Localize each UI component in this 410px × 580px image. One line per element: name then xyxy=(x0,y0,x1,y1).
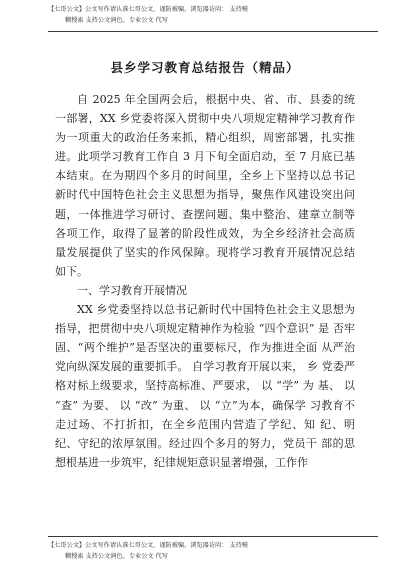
page-header xyxy=(48,4,378,26)
header-line-2: 糊搜索 支持公文润色、专业公文 代写 xyxy=(65,17,168,24)
page-footer xyxy=(48,540,378,562)
document-body xyxy=(55,90,355,472)
section-heading: 一、学习教育开展情况 xyxy=(77,283,187,297)
footer-line-1: 【七哥公文】公文写作请认准七哥公文，谨防被骗，浏览器访问： 支持模 xyxy=(48,542,248,549)
footer-divider xyxy=(48,536,378,537)
header-line-1: 【七哥公文】公文写作请认准七哥公文，谨防被骗，浏览器访问： 支持模 xyxy=(48,6,248,13)
paragraph-section-1: XX 乡党委坚持以总书记新时代中国特色社会主义思想为指导，把贯彻中央八项规定精神作为检验 “四个意识” 是 否牢固、“两个维护”是否坚决的重要标尺，作为推进全面 从严治党向纵深发展的重要抓手。 自学习教育开展以来， 乡 党委严格对标上级要求，坚持高标准、严要求， 以 “学” 为 基、 以 “查” 为要、 以 “改” 为重、 以 “立”为本，确保学 习教育不走过场、不打折扣，在全乡范围内营造了学纪、知 纪、明纪、守纪的浓厚氛围。经过四个多月的努力，党员干 部的思想根基进一步筑牢，纪律规矩意识显著增强，工作作 xyxy=(55,303,355,469)
header-divider xyxy=(48,31,378,32)
footer-line-2: 糊搜索 支持公文润色、专业公文 代写 xyxy=(65,553,168,560)
paragraph-intro: 自 2025 年全国两会后，根据中央、省、市、县委的统 一部署，XX 乡党委将深入贯彻中央八项规定精神学习教育作 为一项重大的政治任务来抓，精心组织，周密部署，扎实推 进。此项学习教育工作自 3 月下旬全面启动，至 7 月底已基 本结束。在为期四个多月的时间里，全乡上下坚持以总书记 新时代中国特色社会主义思想为指导，聚焦作风建设突出问 题，一体推进学习研讨、查摆问题、集中整治、建章立制等 各项工作，取得了显著的阶段性成效，为全乡经济社会高质 量发展提供了坚实的作风保障。现将学习教育开展情况总结 如下。 xyxy=(55,93,355,278)
document-title: 县乡学习教育总结报告（精品） xyxy=(110,60,300,75)
